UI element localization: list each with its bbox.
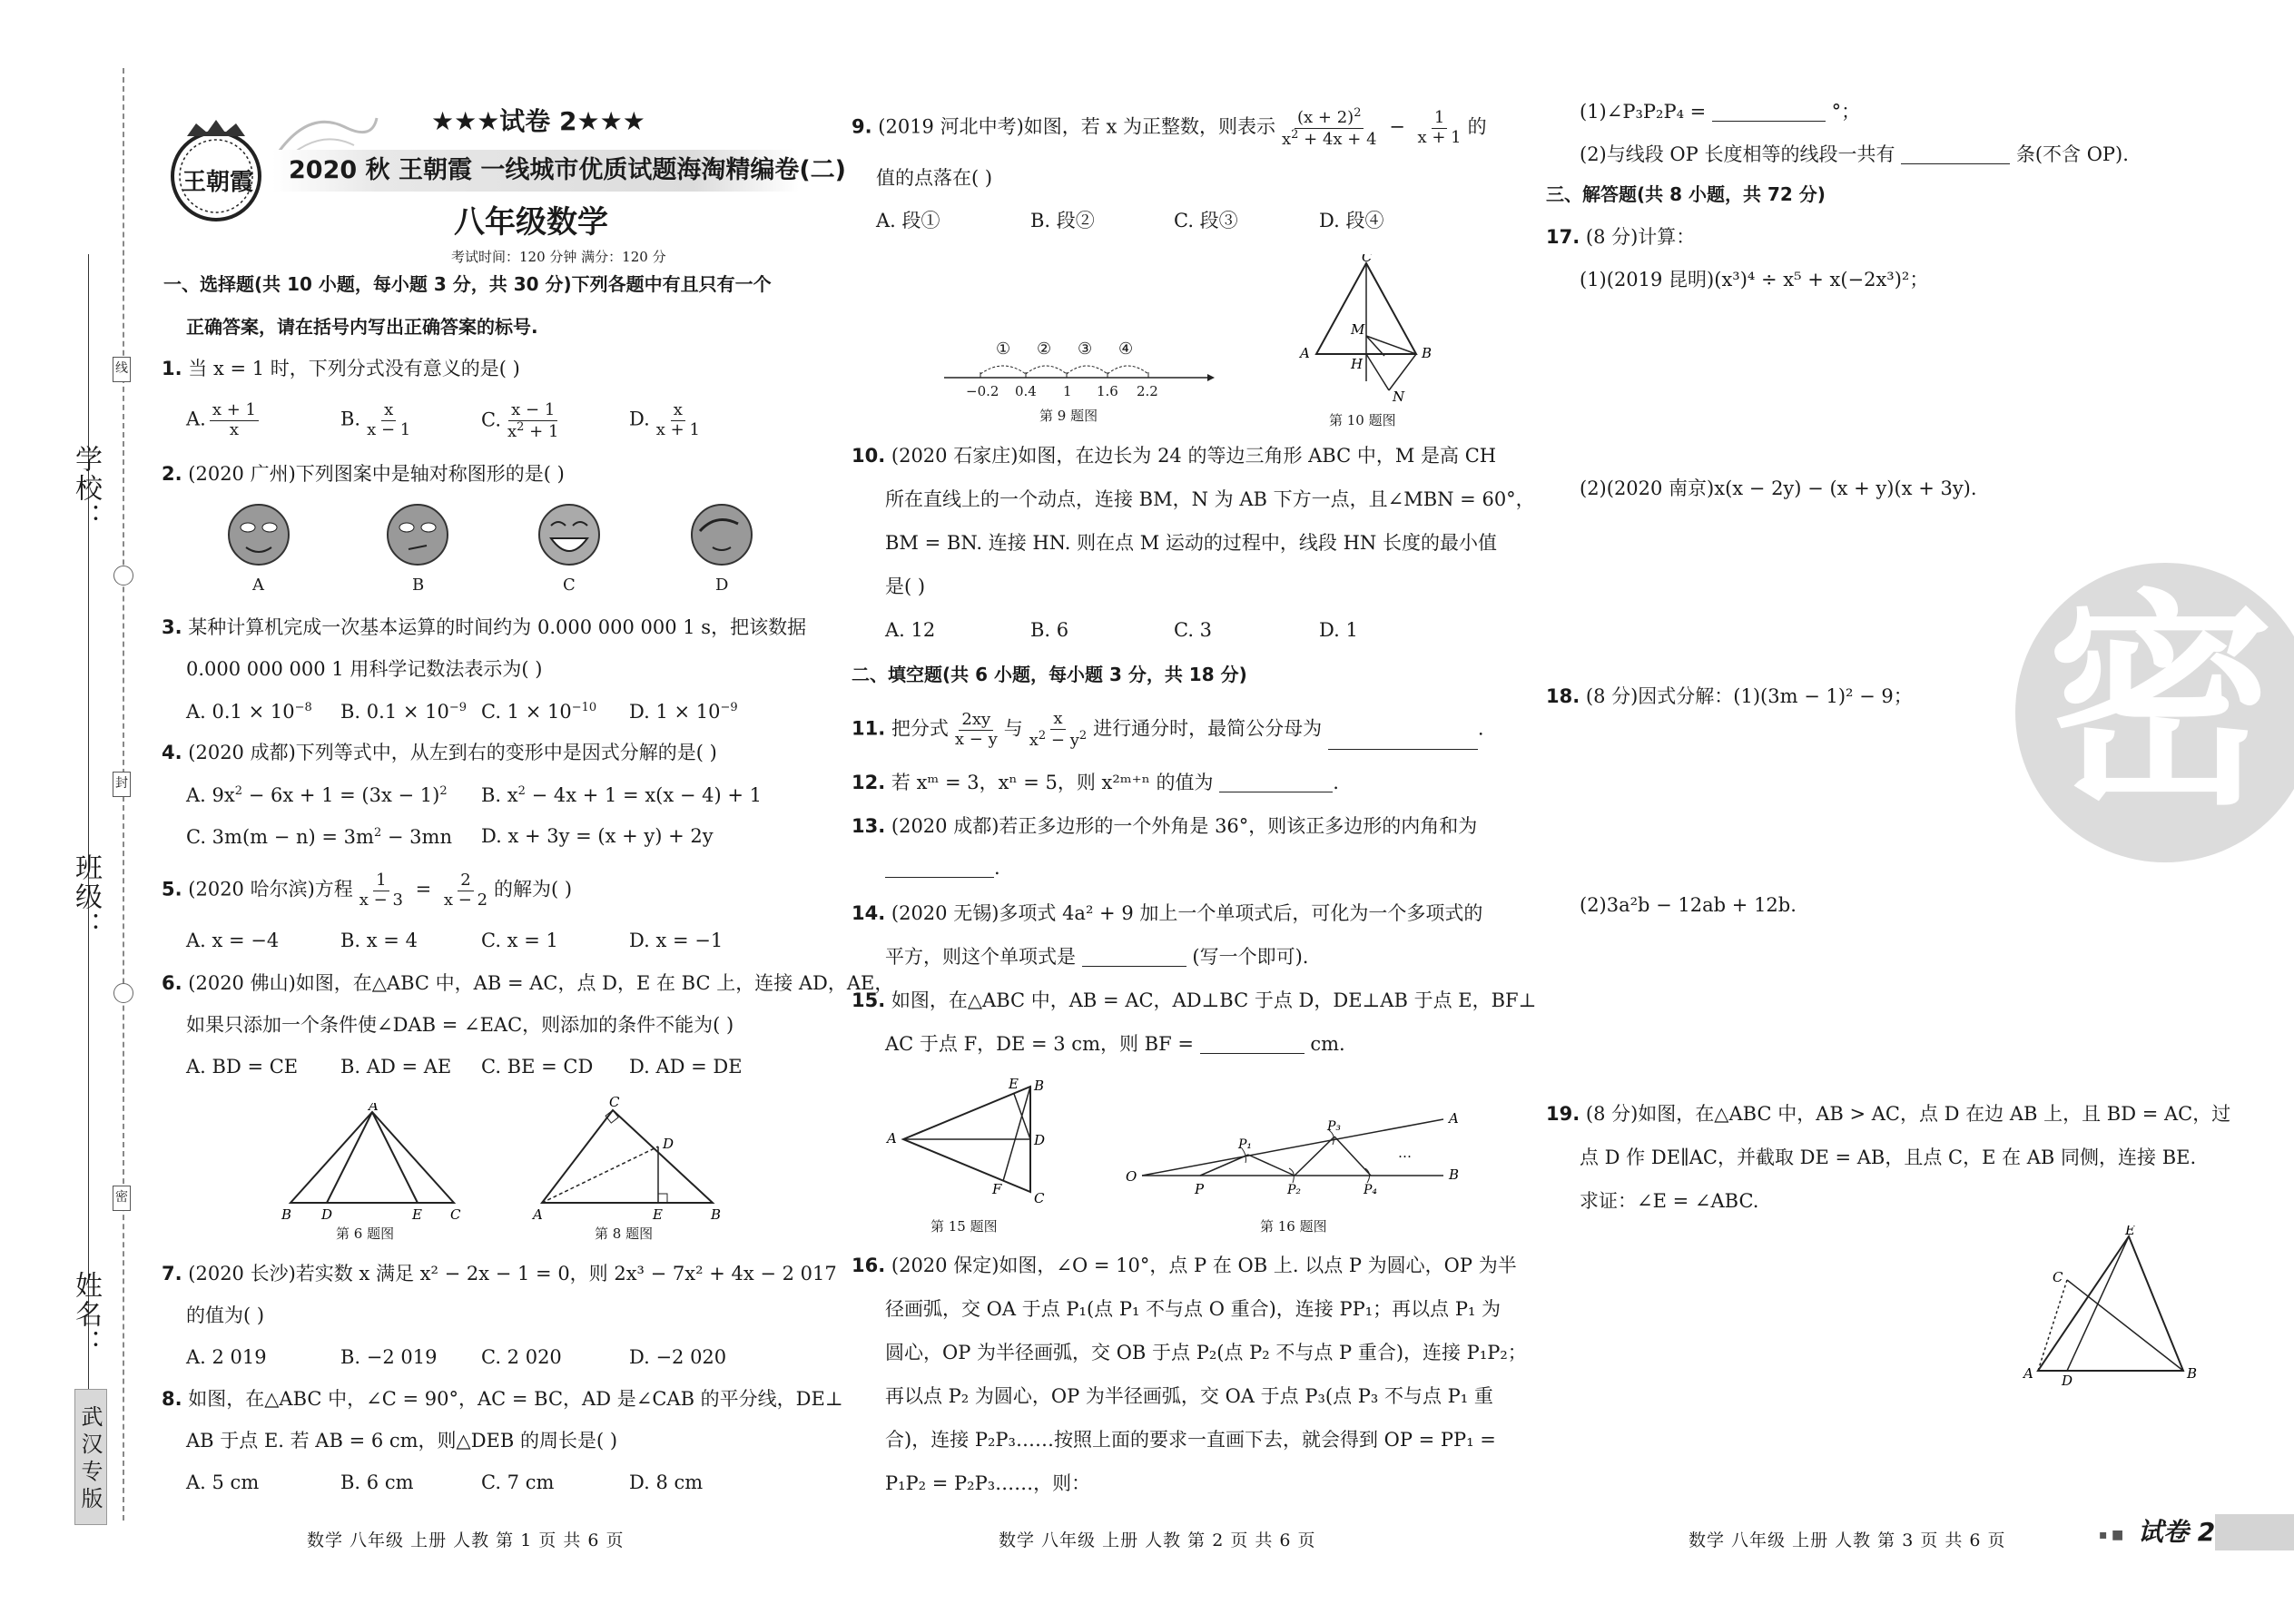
q12-number: 12. xyxy=(852,772,886,793)
svg-text:P: P xyxy=(1195,1181,1205,1197)
q5-option-a[interactable]: A. x = −4 xyxy=(186,930,280,951)
right-triangle-fig8-icon xyxy=(531,1094,726,1221)
svg-text:B: B xyxy=(1034,1078,1045,1094)
q4-option-b[interactable]: B. $x^2 - 4x + 1 = x(x - 4) + 1$ xyxy=(481,784,763,806)
q1-text: 当 x = 1 时，下列分式没有意义的是( ) xyxy=(188,358,520,379)
q16-sub2-post: 条(不含 OP). xyxy=(2015,143,2129,165)
svg-text:B: B xyxy=(1449,1166,1460,1183)
q5-option-c[interactable]: C. x = 1 xyxy=(481,930,558,951)
q4-number: 4. xyxy=(162,742,182,763)
section1-title-cont: 正确答案，请在括号内写出正确答案的标号. xyxy=(186,316,538,338)
q13-answer-blank[interactable] xyxy=(885,861,994,878)
q4-option-a[interactable]: A. $9x^2 - 6x + 1 = (3x - 1)^2$ xyxy=(186,784,448,806)
q10-number: 10. xyxy=(852,445,886,467)
q12-text: 若 xᵐ = 3，xⁿ = 5，则 x²ᵐ⁺ⁿ 的值为 xyxy=(891,772,1214,793)
q4-option-d[interactable]: D. x + 3y = (x + y) + 2y xyxy=(481,825,714,847)
q16-sub2: (2)与线段 OP 长度相等的线段一共有 xyxy=(1580,143,1895,165)
q7-option-d[interactable]: D. −2 020 xyxy=(629,1346,727,1368)
q3-option-a[interactable]: A. $0.1 \times 10^{-8}$ xyxy=(186,701,312,723)
q15-number: 15. xyxy=(852,989,886,1011)
q16-number: 16. xyxy=(852,1255,886,1276)
watermark-char: 密 xyxy=(2047,571,2274,835)
q5-pre: (2020 哈尔滨)方程 xyxy=(188,878,353,901)
svg-text:M: M xyxy=(1351,321,1365,338)
q16-sub1-blank[interactable] xyxy=(1712,105,1826,122)
q16-sub2-row xyxy=(1580,145,2129,164)
q6-line1: (2020 佛山)如图，在△ABC 中，AB = AC，点 D，E 在 BC 上，连接 AD，AE， xyxy=(188,972,894,994)
svg-text:A: A xyxy=(887,1130,897,1147)
q16-line5: 合)，连接 P₂P₃……按照上面的要求一直画下去，就会得到 OP = PP₁ = xyxy=(885,1429,1496,1451)
q11-mid: 与 xyxy=(1003,717,1023,740)
q8-option-d[interactable]: D. 8 cm xyxy=(629,1471,704,1493)
q9-seg-3: ③ xyxy=(1078,340,1093,359)
q8-number: 8. xyxy=(162,1388,182,1410)
q8-fig-caption: 第 8 题图 xyxy=(595,1225,654,1242)
q6-line2: 如果只添加一个条件使∠DAB = ∠EAC，则添加的条件不能为( ) xyxy=(186,1014,734,1036)
logo-text: 王朝霞 xyxy=(182,169,253,196)
paper-tag: ★★★试卷 2★★★ xyxy=(431,106,645,136)
svg-text:E: E xyxy=(1009,1076,1019,1092)
q8-line1: 如图，在△ABC 中，∠C = 90°，AC = BC，AD 是∠CAB 的平分线，DE⊥ xyxy=(188,1388,843,1410)
q14-line2-row xyxy=(885,948,1308,967)
footer-tag: 试卷 2 xyxy=(2138,1517,2216,1547)
q11-answer-blank[interactable] xyxy=(1328,733,1478,750)
q8-option-b[interactable]: B. 6 cm xyxy=(340,1471,414,1493)
series-title: 2020 秋 王朝霞 一线城市优质试题海淘精编卷(二) xyxy=(289,156,847,184)
q2-label-c[interactable]: C xyxy=(563,576,576,595)
q7-line1: (2020 长沙)若实数 x 满足 x² − 2x − 1 = 0，则 2x³ − 7x² + 4x − 2 017 xyxy=(188,1263,837,1284)
secret-watermark xyxy=(2015,563,2294,862)
q10-line1: (2020 石家庄)如图，在边长为 24 的等边三角形 ABC 中，M 是高 CH xyxy=(891,445,1497,467)
q10-line2: 所在直线上的一个动点，连接 BM，N 为 AB 下方一点，且∠MBN = 60°， xyxy=(885,488,1535,510)
q19-line3: 求证：∠E = ∠ABC. xyxy=(1580,1190,1759,1212)
q9-fig-caption: 第 9 题图 xyxy=(1039,408,1098,424)
svg-text:D: D xyxy=(321,1206,333,1221)
equilateral-triangle-fig10-icon xyxy=(1298,254,1452,408)
q19-line1: (8 分)如图，在△ABC 中，AB > AC，点 D 在边 AB 上，且 BD = AC，过 xyxy=(1585,1103,2231,1125)
q6-option-b[interactable]: B. AD = AE xyxy=(340,1056,452,1078)
triangle-fig19-icon xyxy=(2020,1225,2206,1389)
q6-option-c[interactable]: C. BE = CD xyxy=(481,1056,594,1078)
q8-figure xyxy=(531,1094,726,1242)
q2-label-b[interactable]: B xyxy=(412,576,425,595)
footer-page2: 数学 八年级 上册 人教 第 2 页 共 6 页 xyxy=(999,1530,1316,1550)
q3-line1: 某种计算机完成一次基本运算的时间约为 0.000 000 000 1 s，把该数据 xyxy=(188,616,807,638)
q16-fig-caption: 第 16 题图 xyxy=(1260,1218,1327,1235)
q16-stem xyxy=(852,1256,1517,1275)
q5-option-d[interactable]: D. x = −1 xyxy=(629,930,724,951)
q9-seg-2: ② xyxy=(1037,340,1052,359)
q8-stem xyxy=(162,1390,843,1409)
q6-fig-caption: 第 6 题图 xyxy=(336,1225,395,1242)
seal-seal-mark: 封 xyxy=(113,772,131,797)
q2-stem xyxy=(162,465,565,484)
q3-line2: 0.000 000 000 1 用科学记数法表示为( ) xyxy=(186,658,543,680)
q9-option-a[interactable]: A. 段① xyxy=(876,210,940,231)
q16-line3: 圆心，OP 为半径画弧，交 OB 于点 P₂(点 P₂ 不与点 P 重合)，连接 P₁P₂； xyxy=(885,1342,1527,1363)
q11-number: 11. xyxy=(852,717,886,740)
punch-hole-1 xyxy=(113,566,133,586)
svg-text:E: E xyxy=(2125,1225,2135,1238)
q4-stem xyxy=(162,743,717,763)
q1-option-a[interactable]: A. $\frac{x + 1}{x}$ xyxy=(186,401,262,439)
svg-text:C: C xyxy=(450,1206,461,1221)
q16-line6: P₁P₂ = P₂P₃……，则： xyxy=(885,1472,1091,1494)
q7-option-c[interactable]: C. 2 020 xyxy=(481,1346,562,1368)
svg-text:D: D xyxy=(2062,1373,2073,1389)
svg-text:D: D xyxy=(663,1136,674,1152)
q14-stem xyxy=(852,904,1482,923)
q16-sub2-blank[interactable] xyxy=(1901,148,2010,164)
q12-stem: 12. 若 xᵐ = 3，xⁿ = 5，则 x²ᵐ⁺ⁿ 的值为 . xyxy=(852,772,1339,793)
q10-fig-caption: 第 10 题图 xyxy=(1329,412,1396,428)
q4-option-c[interactable]: C. $3m(m - n) = 3m^2 - 3mn$ xyxy=(186,826,452,848)
q7-option-a[interactable]: A. 2 019 xyxy=(186,1346,267,1368)
q3-stem xyxy=(162,618,806,637)
seal-secret-mark: 密 xyxy=(113,1186,131,1211)
q18-stem xyxy=(1546,687,1913,706)
q10-option-d[interactable]: D. 1 xyxy=(1319,619,1358,641)
svg-text:B: B xyxy=(1422,345,1433,361)
q12-answer-blank[interactable] xyxy=(1219,776,1333,792)
q7-line2: 的值为( ) xyxy=(186,1304,265,1326)
q6-figure xyxy=(281,1103,463,1242)
footer-tag-squares: ▪ ■ xyxy=(2099,1528,2124,1542)
q3-number: 3. xyxy=(162,616,182,638)
q16-sub1-row xyxy=(1580,103,1860,122)
q10-line4: 是( ) xyxy=(885,576,926,597)
q7-option-b[interactable]: B. −2 019 xyxy=(340,1346,438,1368)
q1-stem xyxy=(162,359,520,379)
q19-number: 19. xyxy=(1546,1103,1580,1125)
q9-option-b[interactable]: B. 段② xyxy=(1030,210,1095,231)
q10-line3: BM = BN. 连接 HN. 则在点 M 运动的过程中，线段 HN 长度的最小值 xyxy=(885,532,1497,554)
q1-number: 1. xyxy=(162,358,182,379)
q5-stem: 5. (2020 哈尔滨)方程 $\frac{1}{x - 3}$ = $\frac{2}{x - 2}$ 的解为( ) xyxy=(162,871,573,910)
q6-option-d[interactable]: D. AD = DE xyxy=(629,1056,743,1078)
svg-text:P₂: P₂ xyxy=(1287,1183,1302,1197)
section3-title: 三、解答题(共 8 小题，共 72 分) xyxy=(1546,183,1826,205)
svg-text:C: C xyxy=(1362,254,1373,265)
svg-text:B: B xyxy=(2187,1365,2198,1382)
q7-stem xyxy=(162,1265,837,1284)
binding-gutter xyxy=(0,0,136,1624)
q15-stem xyxy=(852,991,1536,1010)
q18-sub2: (2)3a²b − 12ab + 12b. xyxy=(1580,894,1797,916)
svg-text:A: A xyxy=(369,1103,379,1114)
q16-line1: (2020 保定)如图，∠O = 10°，点 P 在 OB 上. 以点 P 为圆心，OP 为半 xyxy=(891,1255,1517,1276)
q5-number: 5. xyxy=(162,878,182,901)
q1-option-b[interactable]: B. $\frac{x}{x - 1}$ xyxy=(340,400,411,439)
q9-tick-2: 0.4 xyxy=(1015,383,1037,399)
q15-answer-blank[interactable] xyxy=(1200,1038,1305,1054)
q9-tick-1: −0.2 xyxy=(966,383,999,399)
q9-line2: 值的点落在( ) xyxy=(876,167,993,189)
q9-number: 9. xyxy=(852,115,872,138)
q19-stem xyxy=(1546,1105,2230,1124)
footer-tag-bar xyxy=(2215,1514,2294,1550)
q19-figure xyxy=(2020,1225,2206,1389)
svg-text:A: A xyxy=(1300,345,1310,361)
svg-text:…: … xyxy=(1398,1145,1412,1161)
name-label: 姓名： xyxy=(70,1271,102,1358)
svg-text:A: A xyxy=(2023,1365,2033,1382)
svg-text:P₁: P₁ xyxy=(1238,1137,1253,1152)
q7-number: 7. xyxy=(162,1263,182,1284)
q9-tick-3: 1 xyxy=(1063,383,1072,399)
q9-figure xyxy=(944,338,1216,428)
q8-option-c[interactable]: C. 7 cm xyxy=(481,1471,555,1493)
q9-tick-4: 1.6 xyxy=(1097,383,1118,399)
q10-option-a[interactable]: A. 12 xyxy=(885,619,936,641)
emoji-faces-icon xyxy=(227,501,772,569)
q16-line4: 再以点 P₂ 为圆心，OP 为半径画弧，交 OA 于点 P₃(点 P₃ 不与点 P₁ 重 xyxy=(885,1385,1493,1407)
q16-figure xyxy=(1126,1103,1471,1235)
svg-text:H: H xyxy=(1351,356,1364,372)
q8-line2: AB 于点 E. 若 AB = 6 cm，则△DEB 的周长是( ) xyxy=(186,1430,618,1452)
q3-option-c[interactable]: C. $1 \times 10^{-10}$ xyxy=(481,701,597,723)
svg-text:C: C xyxy=(2053,1269,2063,1285)
q14-line1: (2020 无锡)多项式 4a² + 9 加上一个单项式后，可化为一个多项式的 xyxy=(891,902,1483,924)
q16-sub1-post: °； xyxy=(1831,101,1861,123)
q9-tick-5: 2.2 xyxy=(1137,383,1158,399)
q3-option-d[interactable]: D. $1 \times 10^{-9}$ xyxy=(629,701,738,723)
q5-option-b[interactable]: B. x = 4 xyxy=(340,930,418,951)
q17-sub2: (2)(2020 南京)x(x − 2y) − (x + y)(x + 3y). xyxy=(1580,477,1977,499)
q10-option-c[interactable]: C. 3 xyxy=(1174,619,1213,641)
q4-text: (2020 成都)下列等式中，从左到右的变形中是因式分解的是( ) xyxy=(188,742,717,763)
q9-option-d[interactable]: D. 段④ xyxy=(1319,210,1384,231)
q16-sub1: (1)∠P₃P₂P₄ = xyxy=(1580,101,1707,123)
svg-text:A: A xyxy=(533,1206,543,1221)
svg-text:C: C xyxy=(1034,1190,1045,1206)
q9-post: 的 xyxy=(1467,115,1487,138)
q2-label-d[interactable]: D xyxy=(715,576,729,595)
q9-seg-1: ① xyxy=(996,340,1011,359)
q9-option-c[interactable]: C. 段③ xyxy=(1174,210,1238,231)
q16-line2: 径画弧，交 OA 于点 P₁(点 P₁ 不与点 O 重合)，连接 PP₁；再以点 P₁ 为 xyxy=(885,1298,1501,1320)
section2-title: 二、填空题(共 6 小题，每小题 3 分，共 18 分) xyxy=(852,664,1247,685)
q17-number: 17. xyxy=(1546,226,1580,248)
q2-number: 2. xyxy=(162,463,182,485)
q11-stem: 11. 把分式 $\frac{2xy}{x - y}$ 与 $\frac{x}{x^2 - y^2}$ 进行通分时，最简公分母为 . xyxy=(852,709,1484,750)
q2-figures xyxy=(227,501,772,601)
q17-text: (8 分)计算： xyxy=(1585,226,1696,248)
q13-text: (2020 成都)若正多边形的一个外角是 36°，则该正多边形的内角和为 xyxy=(891,815,1478,837)
q2-text: (2020 广州)下列图案中是轴对称图形的是( ) xyxy=(188,463,565,485)
footer-page3: 数学 八年级 上册 人教 第 3 页 共 6 页 xyxy=(1689,1530,2006,1550)
edition-box xyxy=(74,1389,107,1525)
q6-option-a[interactable]: A. BD = CE xyxy=(186,1056,299,1078)
triangle-fig15-icon xyxy=(885,1076,1067,1212)
q14-number: 14. xyxy=(852,902,886,924)
q9-pre: (2019 河北中考)如图，若 x 为正整数，则表示 xyxy=(878,115,1275,138)
q14-line2-post: (写一个即可). xyxy=(1192,946,1309,968)
q5-post: 的解为( ) xyxy=(494,878,573,901)
seal-line-mark: 线 xyxy=(113,357,131,382)
school-label: 学校： xyxy=(70,445,102,532)
q10-option-b[interactable]: B. 6 xyxy=(1030,619,1069,641)
subject-title: 八年级数学 xyxy=(454,204,608,241)
q14-answer-blank[interactable] xyxy=(1082,950,1186,967)
svg-text:O: O xyxy=(1126,1168,1137,1185)
svg-text:F: F xyxy=(992,1181,1002,1197)
q15-figure xyxy=(885,1076,1067,1235)
q15-line2-row xyxy=(885,1035,1345,1054)
q14-line2: 平方，则这个单项式是 xyxy=(885,946,1076,968)
q13-stem xyxy=(852,817,1477,836)
q18-number: 18. xyxy=(1546,685,1580,707)
footer-page1: 数学 八年级 上册 人教 第 1 页 共 6 页 xyxy=(307,1530,625,1550)
q15-line1: 如图，在△ABC 中，AB = AC，AD⊥BC 于点 D，DE⊥AB 于点 E，BF⊥ xyxy=(891,989,1537,1011)
q17-stem xyxy=(1546,228,1695,247)
svg-text:E: E xyxy=(412,1206,422,1221)
svg-text:B: B xyxy=(281,1206,292,1221)
q11-pre: 把分式 xyxy=(891,717,949,740)
q9-seg-4: ④ xyxy=(1118,340,1134,359)
q18-text: (8 分)因式分解：(1)(3m − 1)² − 9； xyxy=(1585,685,1913,707)
q8-option-a[interactable]: A. 5 cm xyxy=(186,1471,260,1493)
q1-option-c[interactable]: C. $\frac{x - 1}{x^2 + 1}$ xyxy=(481,400,559,441)
svg-text:A: A xyxy=(1449,1110,1459,1127)
q15-line2-post: cm. xyxy=(1310,1033,1345,1055)
punch-hole-2 xyxy=(113,983,133,1003)
triangle-abc-fig6-icon xyxy=(281,1103,463,1221)
logo-badge xyxy=(160,116,276,225)
q10-stem xyxy=(852,447,1496,466)
q2-label-a[interactable]: A xyxy=(252,576,264,595)
q17-sub1: (1)(2019 昆明)(x³)⁴ ÷ x⁵ + x(−2x³)²； xyxy=(1580,269,1929,290)
q11-post: 进行通分时，最简公分母为 xyxy=(1093,717,1323,740)
svg-text:P₄: P₄ xyxy=(1364,1183,1378,1197)
q9-stem: 9. (2019 河北中考)如图，若 x 为正整数，则表示 $\frac{(x + 2)^2}{x^2 + 4x + 4}$ − $\frac{1}{x + 1}$ 的 xyxy=(852,106,1487,149)
q10-figure xyxy=(1298,254,1452,431)
q15-line2: AC 于点 F，DE = 3 cm，则 BF = xyxy=(885,1033,1194,1055)
class-label: 班级： xyxy=(70,853,102,940)
q15-fig-caption: 第 15 题图 xyxy=(930,1218,998,1235)
edition-label: 武汉专版 xyxy=(77,1405,103,1514)
svg-text:P₃: P₃ xyxy=(1327,1119,1342,1134)
q6-number: 6. xyxy=(162,972,182,994)
svg-text:D: D xyxy=(1034,1132,1046,1148)
q13-number: 13. xyxy=(852,815,886,837)
q6-stem xyxy=(162,974,893,993)
angle-arcs-fig16-icon xyxy=(1126,1103,1471,1203)
q19-line2: 点 D 作 DE∥AC，并截取 DE = AB，且点 C，E 在 AB 同侧，连接 BE. xyxy=(1580,1147,2197,1168)
svg-text:N: N xyxy=(1393,389,1405,405)
svg-text:E: E xyxy=(653,1206,663,1221)
exam-info: 考试时间：120 分钟 满分：120 分 xyxy=(451,249,666,265)
q3-option-b[interactable]: B. $0.1 \times 10^{-9}$ xyxy=(340,701,468,723)
svg-text:C: C xyxy=(609,1094,620,1110)
q13-answer-row: . xyxy=(885,859,1000,878)
section1-title: 一、选择题(共 10 小题，每小题 3 分，共 30 分)下列各题中有且只有一个 xyxy=(163,273,772,295)
q1-option-d[interactable]: D. $\frac{x}{x + 1}$ xyxy=(629,400,700,439)
svg-text:B: B xyxy=(711,1206,722,1221)
